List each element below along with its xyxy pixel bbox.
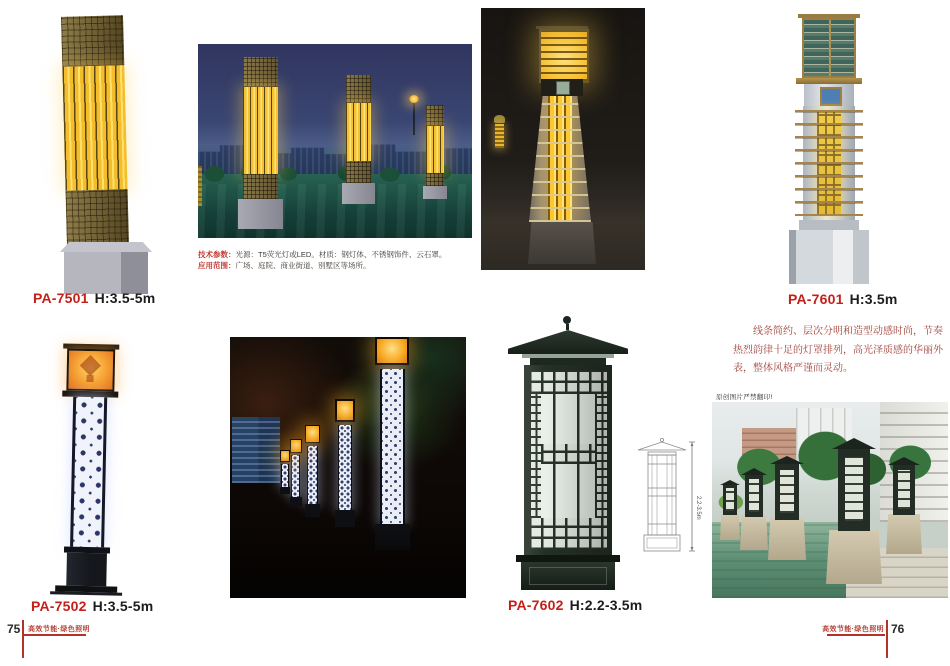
lamp-top-band bbox=[61, 15, 124, 67]
lamp-tapered-column bbox=[529, 96, 591, 222]
grid-band-bottom bbox=[529, 518, 607, 550]
pa7501-column bbox=[61, 15, 129, 247]
glass-panel-upper bbox=[529, 394, 607, 444]
wall-lamp-body bbox=[495, 124, 504, 148]
lamp-louver-head bbox=[802, 18, 856, 78]
base-plate bbox=[50, 591, 122, 596]
tech-label: 技术参数： bbox=[198, 250, 236, 259]
row-lamp2-base bbox=[335, 510, 355, 527]
lamp-base bbox=[342, 183, 375, 204]
pedestal-2 bbox=[768, 518, 806, 560]
drawing-dimension-label: 2.2-3.5m bbox=[695, 496, 701, 520]
pedestal-4 bbox=[720, 514, 740, 540]
lamp-neck-window bbox=[556, 81, 570, 95]
grid-band-middle bbox=[529, 444, 607, 464]
lantern-body bbox=[524, 365, 612, 555]
base-box bbox=[66, 553, 107, 587]
lamp-base bbox=[238, 199, 283, 229]
lantern-roof bbox=[508, 330, 628, 354]
pa7602-photo bbox=[497, 316, 639, 592]
lantern-5 bbox=[893, 465, 915, 515]
plaza-lamp-2 bbox=[346, 75, 371, 205]
footer-left-slogan: 高效节能·绿色照明 bbox=[28, 626, 90, 633]
tech-value: 光源：T5荧光灯或LED。材质：钢灯体、不锈钢饰件、云石罩。 bbox=[235, 250, 447, 259]
scope-label: 应用范围： bbox=[198, 260, 236, 270]
grid-column-right bbox=[595, 394, 607, 518]
finial-ball bbox=[563, 316, 571, 324]
pa7502-column bbox=[30, 337, 147, 599]
pa7602-line-drawing bbox=[634, 436, 704, 566]
pa7601-render bbox=[786, 6, 872, 290]
tech-specs-line1 bbox=[198, 250, 508, 261]
plaza-lamp-3 bbox=[426, 105, 444, 200]
footer-right-divider bbox=[886, 620, 888, 658]
base-box bbox=[521, 562, 615, 590]
background-wall-lamp bbox=[494, 115, 505, 152]
lamp-top-band bbox=[346, 75, 371, 103]
lamp-base-step bbox=[799, 220, 859, 230]
lamp-louver-head bbox=[539, 29, 589, 83]
lamp-bottom-band bbox=[243, 174, 278, 199]
lamp-bottom-band bbox=[346, 161, 371, 183]
lamp-blue-window bbox=[820, 87, 842, 106]
glass-panel-lower bbox=[529, 464, 607, 518]
lamp-brass-rings bbox=[795, 110, 863, 216]
pedestal-1 bbox=[826, 530, 882, 584]
footer-left-divider bbox=[22, 620, 24, 658]
pa7502-height: H:3.5-5m bbox=[92, 598, 154, 614]
pa7601-model: PA-7601 bbox=[788, 291, 844, 307]
row-lamp5-body bbox=[281, 464, 289, 487]
single-lamp-night-photo bbox=[481, 8, 645, 270]
lamp-neck bbox=[804, 84, 854, 106]
pa7602-height: H:2.2-3.5m bbox=[569, 597, 643, 613]
pa7501-model: PA-7501 bbox=[33, 290, 89, 306]
lantern-2 bbox=[775, 464, 799, 520]
lamp-lit-panel bbox=[62, 65, 127, 191]
pa7602-model: PA-7602 bbox=[508, 597, 564, 613]
row-lamp4-base bbox=[290, 497, 302, 506]
lantern-4 bbox=[723, 485, 737, 515]
lantern-3 bbox=[745, 475, 763, 517]
lamp-top-band bbox=[243, 57, 278, 87]
lamp-base bbox=[423, 186, 447, 199]
lamp-neck bbox=[541, 79, 583, 96]
footer-right-slogan: 高效节能·绿色照明 bbox=[822, 626, 884, 633]
pa7601-label bbox=[788, 291, 898, 307]
tech-specs-line2 bbox=[198, 261, 508, 272]
row-lamp3-body bbox=[307, 446, 318, 504]
plaza-lamp-1 bbox=[243, 57, 278, 229]
pa7501-label bbox=[33, 290, 155, 306]
pa7602-label bbox=[508, 597, 642, 613]
lamp-row-night-photo bbox=[230, 337, 466, 598]
pedestal-3 bbox=[740, 516, 768, 550]
tech-specs bbox=[198, 250, 508, 271]
city-buildings bbox=[232, 417, 280, 483]
footer-right-rule bbox=[827, 634, 885, 636]
row-lamp4-head bbox=[290, 439, 302, 453]
grid-band-top bbox=[529, 370, 607, 394]
lamp-stone-base bbox=[528, 222, 596, 264]
watermark-caption: 原创图片严禁翻印! bbox=[716, 394, 773, 401]
lamp-horizontal-bars bbox=[529, 96, 591, 222]
lamp-bottom-band bbox=[66, 189, 129, 247]
lamp-lit-panel bbox=[243, 87, 278, 174]
row-lamp4-body bbox=[291, 455, 300, 497]
base-lip bbox=[516, 555, 620, 562]
row-lamp2-body bbox=[338, 425, 352, 510]
footer-left-rule bbox=[22, 634, 86, 636]
lamp-lit-panel bbox=[426, 126, 444, 173]
plaza-streetlight bbox=[413, 101, 415, 135]
left-page-number: 75 bbox=[7, 622, 21, 636]
pa7502-label bbox=[31, 598, 153, 614]
row-lamp3-base bbox=[305, 504, 320, 517]
lamp-top-band bbox=[426, 105, 444, 126]
row-lamp3-head bbox=[305, 425, 320, 443]
right-page-number: 76 bbox=[891, 622, 905, 636]
lamp-bottom-band bbox=[426, 173, 444, 186]
row-lamp5-head bbox=[280, 450, 290, 462]
lantern-head bbox=[66, 349, 115, 392]
patterned-body bbox=[70, 397, 107, 548]
lamp-stone-base bbox=[789, 230, 869, 284]
pa7501-render bbox=[24, 6, 172, 288]
pa7502-render bbox=[30, 338, 142, 598]
lamp-base-top bbox=[60, 242, 152, 252]
pedestal-5 bbox=[886, 514, 922, 554]
plaza-lamp-edge-sliver bbox=[198, 166, 202, 206]
pa7601-description: 线条简约、层次分明和造型动感时尚，节奏热烈韵律十足的灯罩排列，高光泽质感的华丽外表，整体风格严谨而灵动。 bbox=[733, 326, 943, 374]
pond-installation-photo bbox=[712, 402, 948, 598]
row-lamp1-head bbox=[375, 337, 409, 365]
grid-column-left bbox=[529, 394, 541, 518]
row-lamp2-head bbox=[335, 399, 355, 422]
roof-collar bbox=[530, 358, 606, 365]
pa7502-model: PA-7502 bbox=[31, 598, 87, 614]
row-lamp5-base bbox=[280, 487, 290, 494]
lantern-1 bbox=[838, 449, 870, 531]
pa7501-height: H:3.5-5m bbox=[94, 290, 156, 306]
plaza-night-photo bbox=[198, 44, 472, 238]
dark-ground bbox=[230, 528, 466, 598]
finial-stem bbox=[566, 324, 569, 330]
pa7601-height: H:3.5m bbox=[849, 291, 898, 307]
wall-lamp-cap bbox=[494, 115, 505, 123]
drawing-svg bbox=[634, 436, 704, 566]
scope-value: 广场、庭院、商业街道、别墅区等场所。 bbox=[235, 260, 371, 270]
lamp-lit-panel bbox=[346, 103, 371, 161]
row-lamp1-body bbox=[380, 369, 405, 524]
lamp-base bbox=[64, 252, 148, 294]
